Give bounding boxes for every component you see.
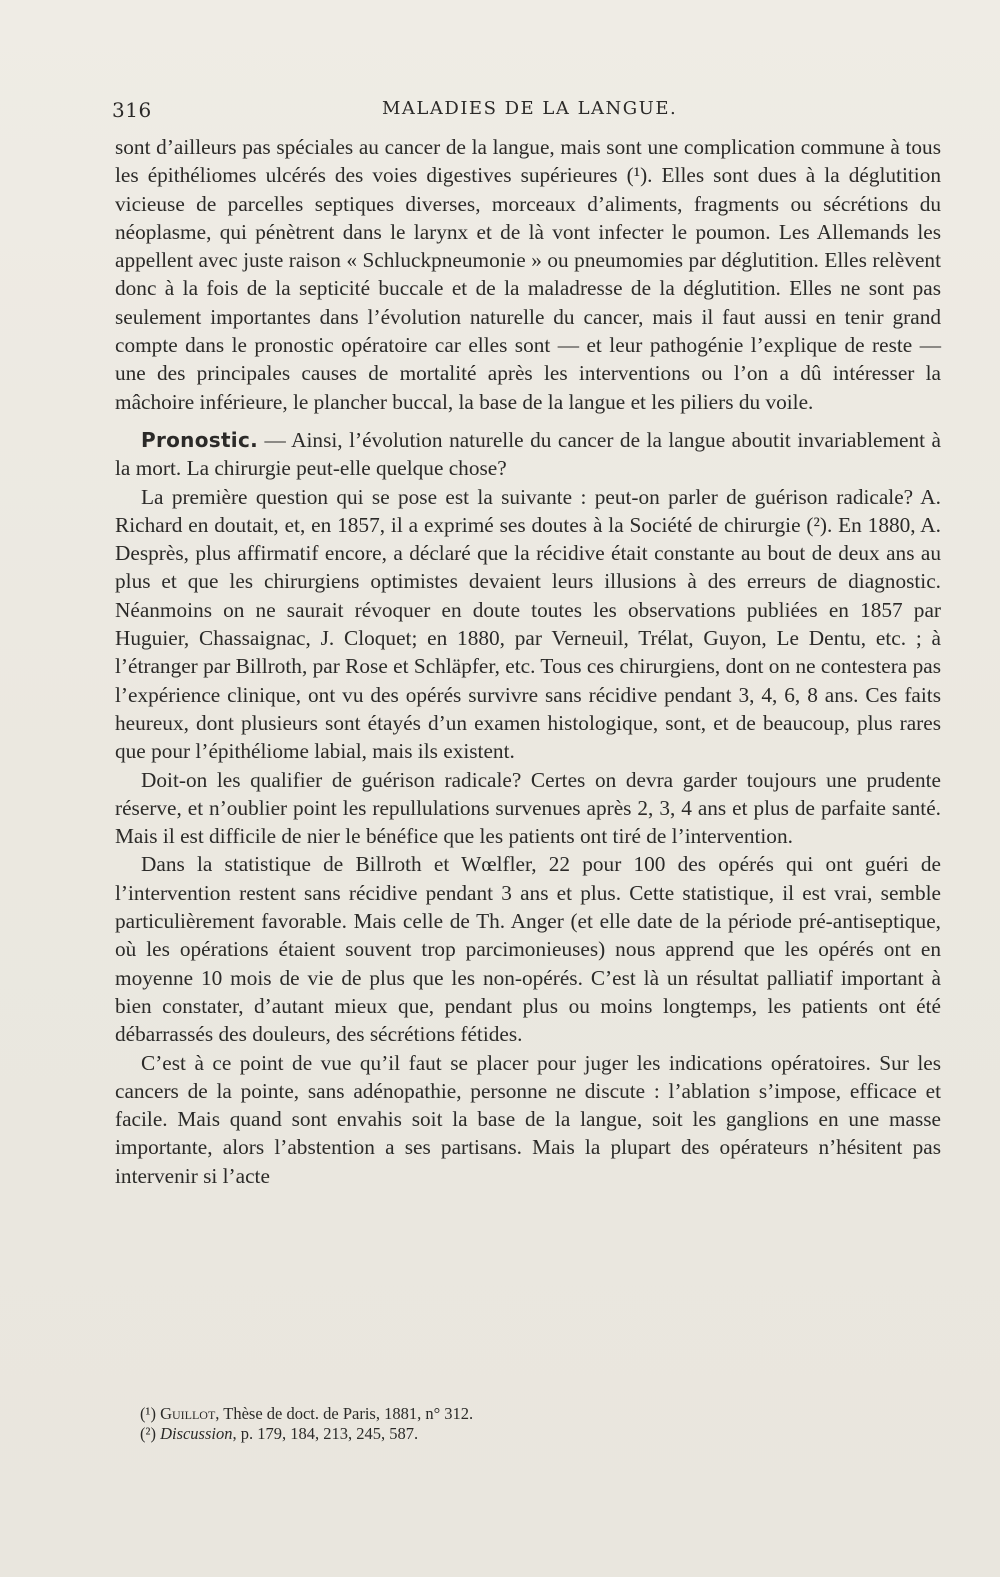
running-head (112, 98, 942, 128)
footnote-2 (140, 1424, 920, 1444)
section-heading-pronostic: Pronostic. (141, 427, 259, 452)
footnote-1-mark: (¹) (140, 1404, 156, 1423)
footnote-2-mark: (²) (140, 1424, 156, 1443)
footnote-1 (140, 1404, 920, 1424)
paragraph-pronostic-text: — Ainsi, l’évolution naturelle du cancer de la langue aboutit invariablement à la mort. La chirurgie peut-elle quelque chose? (115, 427, 941, 481)
footnote-1-author: Guillot (160, 1404, 216, 1423)
footnote-1-text: , Thèse de doct. de Paris, 1881, n° 312. (215, 1404, 474, 1423)
paragraph-guerison-radicale: La première question qui se pose est la suivante : peut-on parler de guérison radicale? A. Richard en doutait, et, en 1857, il a exprimé ses doutes à la Société de chirurgie (²). En 1880, A. Desprès, plus affirmatif encore, a déclaré que la récidive était constante au bout de deux ans au plus et que les chirurgiens optimistes devaient leurs illusions à des erreurs de diagnostic. Néanmoins on ne saurait révoquer en doute toutes les observations publiées en 1857 par Huguier, Chassaignac, J. Cloquet; en 1880, par Verneuil, Trélat, Guyon, Le Dentu, etc. ; à l’étranger par Billroth, par Rose et Schläpfer, etc. Tous ces chirurgiens, dont on ne contestera pas l’expérience clinique, ont vu des opérés survivre sans récidive pendant 3, 4, 6, 8 ans. Ces faits heureux, dont plusieurs sont étayés d’un examen histologique, sont, et de beaucoup, plus rares que pour l’épithéliome labial, mais ils existent. (115, 484, 941, 764)
footnotes (140, 1404, 920, 1444)
paragraph-pronostic (115, 426, 941, 483)
page-number: 316 (112, 98, 152, 122)
paragraph-qualifier: Doit-on les qualifier de guérison radicale? Certes on devra garder toujours une prudente réserve, et n’oublier point les repullulations survenues après 2, 3, 4 ans et plus de parfaite santé. Mais il est difficile de nier le bénéfice que les patients ont tiré de l’intervention. (115, 767, 941, 849)
body-text (115, 133, 941, 1190)
paragraph-indications: C’est à ce point de vue qu’il faut se placer pour juger les indications opératoires. Sur les cancers de la pointe, sans adénopathie, personne ne discute : l’ablation s’impose, efficace et facile. Mais quand sont envahis soit la base de la langue, soit les ganglions en une masse importante, alors l’abstention a ses partisans. Mais la plupart des opérateurs n’hésitent pas intervenir si l’acte (115, 1050, 941, 1188)
running-title: MALADIES DE LA LANGUE. (382, 98, 678, 119)
paragraph-statistique: Dans la statistique de Billroth et Wœlfler, 22 pour 100 des opérés qui ont guéri de l’intervention restent sans récidive pendant 3 ans et plus. Cette statistique, il est vrai, semble particulièrement favorable. Mais celle de Th. Anger (et elle date de la période pré-antiseptique, où les opérations étaient souvent trop parcimonieuses) nous apprend que les opérés ont en moyenne 10 mois de vie de plus que les non-opérés. C’est là un résultat palliatif important à bien constater, d’autant mieux que, pendant plus ou moins longtemps, les patients ont été débarrassés des douleurs, des sécrétions fétides. (115, 852, 941, 1047)
paragraph-continuation: sont d’ailleurs pas spéciales au cancer de la langue, mais sont une complication commune à tous les épithéliomes ulcérés des voies digestives supérieures (¹). Elles sont dues à la déglutition vicieuse de parcelles septiques diverses, morceaux d’aliments, fragments ou sécrétions du néoplasme, qui pénètrent dans le larynx et de là vont infecter le poumon. Les Allemands les appellent avec juste raison « Schluckpneumonie » ou pneumomies par déglutition. Elles relèvent donc à la fois de la septicité buccale et de la maladresse de la déglutition. Elles ne sont pas seulement importantes dans l’évolution naturelle du cancer, mais il faut aussi en tenir grand compte dans le pronostic opératoire car elles sont — et leur pathogénie l’explique de reste — une des principales causes de mortalité après les interventions ou l’on a dû intéresser la mâchoire inférieure, le plancher buccal, la base de la langue et les piliers du voile. (115, 135, 941, 414)
footnote-2-title: Discussion (160, 1424, 233, 1443)
footnote-2-text: , p. 179, 184, 213, 245, 587. (232, 1424, 419, 1443)
